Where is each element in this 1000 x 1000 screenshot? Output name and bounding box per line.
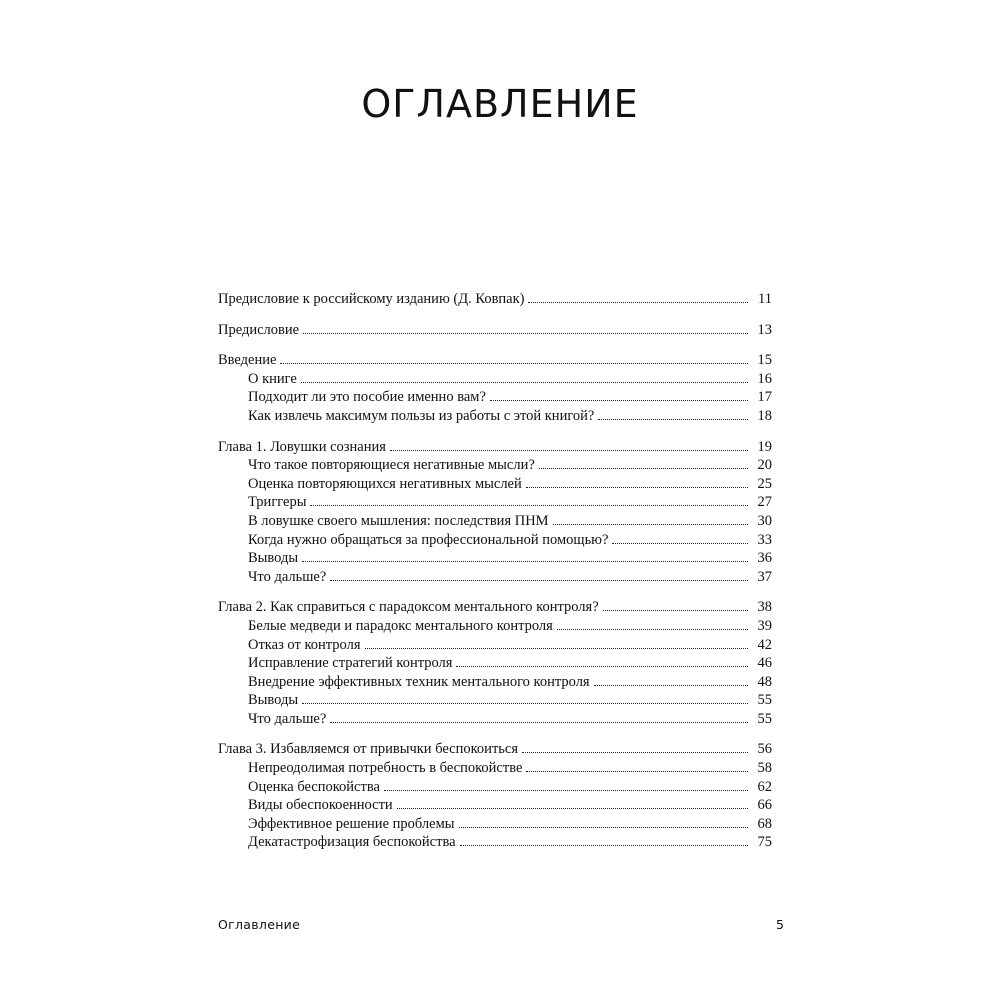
toc-subentry <box>218 407 772 426</box>
dot-leader <box>594 685 748 686</box>
toc-entry-label: Что дальше? <box>248 568 327 585</box>
toc-entry-page: 20 <box>757 457 772 474</box>
toc-entry-page: 58 <box>757 760 772 777</box>
toc-entry-label: Выводы <box>248 692 299 709</box>
toc-entry-page: 75 <box>757 834 772 851</box>
toc-entry-page: 36 <box>757 550 772 567</box>
toc-subentry <box>218 456 772 475</box>
toc-entry-label: Выводы <box>248 550 299 567</box>
dot-leader <box>390 450 748 451</box>
toc-entry-page: 13 <box>757 321 772 338</box>
dot-leader <box>557 629 748 630</box>
toc-entry-label: В ловушке своего мышления: последствия ПНМ <box>248 512 549 529</box>
table-of-contents <box>218 290 772 864</box>
toc-entry-label: Глава 2. Как справиться с парадоксом ментального контроля? <box>218 599 599 616</box>
toc-subentry <box>218 833 772 852</box>
dot-leader <box>365 648 749 649</box>
toc-entry <box>218 740 772 759</box>
dot-leader <box>302 703 748 704</box>
dot-leader <box>460 845 748 846</box>
toc-entry-label: Предисловие к российскому изданию (Д. Ковпак) <box>218 291 525 307</box>
toc-entry-page: 55 <box>757 710 772 727</box>
toc-subentry <box>218 759 772 778</box>
dot-leader <box>280 363 748 364</box>
toc-entry-page: 11 <box>758 291 772 307</box>
toc-entry-label: Что такое повторяющиеся негативные мысли? <box>248 457 535 474</box>
dot-leader <box>302 561 748 562</box>
toc-entry-page: 39 <box>757 617 772 634</box>
dot-leader <box>553 524 748 525</box>
toc-entry-label: Что дальше? <box>248 710 327 727</box>
toc-group <box>218 290 772 309</box>
dot-leader <box>526 487 748 488</box>
toc-entry-label: Подходит ли это пособие именно вам? <box>248 389 486 406</box>
toc-entry-page: 18 <box>757 407 772 424</box>
toc-subentry <box>218 568 772 587</box>
toc-subentry <box>218 475 772 494</box>
toc-entry-label: Введение <box>218 352 277 369</box>
toc-subentry <box>218 710 772 729</box>
dot-leader <box>522 752 748 753</box>
toc-entry <box>218 321 772 340</box>
dot-leader <box>526 771 748 772</box>
toc-group <box>218 598 772 728</box>
toc-subentry <box>218 617 772 636</box>
toc-entry-page: 37 <box>757 568 772 585</box>
toc-subentry <box>218 778 772 797</box>
toc-subentry <box>218 493 772 512</box>
toc-entry-label: Предисловие <box>218 321 300 338</box>
toc-entry <box>218 598 772 617</box>
toc-entry <box>218 290 772 309</box>
toc-entry-label: Декатастрофизация беспокойства <box>248 834 456 851</box>
dot-leader <box>303 333 748 334</box>
toc-subentry <box>218 654 772 673</box>
toc-entry-page: 46 <box>757 655 772 672</box>
dot-leader <box>384 790 748 791</box>
toc-subentry <box>218 815 772 834</box>
toc-entry-page: 48 <box>757 673 772 690</box>
footer-page-number: 5 <box>776 917 784 932</box>
toc-entry <box>218 351 772 370</box>
toc-entry-label: Когда нужно обращаться за профессиональной помощью? <box>248 531 609 548</box>
dot-leader <box>490 400 748 401</box>
page-title: ОГЛАВЛЕНИЕ <box>361 82 639 126</box>
toc-entry-label: Непреодолимая потребность в беспокойстве <box>248 760 523 777</box>
toc-entry-page: 30 <box>757 512 772 529</box>
dot-leader <box>397 808 748 809</box>
toc-entry-label: Отказ от контроля <box>248 636 361 653</box>
toc-subentry <box>218 636 772 655</box>
toc-entry-page: 38 <box>757 599 772 616</box>
toc-entry-label: Оценка повторяющихся негативных мыслей <box>248 475 522 492</box>
toc-entry-page: 16 <box>757 370 772 387</box>
dot-leader <box>598 419 748 420</box>
toc-entry-label: Исправление стратегий контроля <box>248 655 453 672</box>
toc-entry-label: Глава 3. Избавляемся от привычки беспокоиться <box>218 741 518 758</box>
toc-entry-page: 66 <box>757 797 772 814</box>
toc-subentry <box>218 512 772 531</box>
toc-group <box>218 438 772 587</box>
toc-entry-page: 25 <box>757 475 772 492</box>
dot-leader <box>539 468 748 469</box>
dot-leader <box>310 505 748 506</box>
toc-entry-page: 33 <box>757 531 772 548</box>
dot-leader <box>603 610 748 611</box>
toc-subentry <box>218 388 772 407</box>
toc-entry-label: Виды обеспокоенности <box>248 797 393 814</box>
toc-entry-label: Триггеры <box>248 494 307 511</box>
toc-subentry <box>218 691 772 710</box>
toc-entry-page: 56 <box>757 741 772 758</box>
toc-group <box>218 740 772 852</box>
toc-subentry <box>218 531 772 550</box>
toc-subentry <box>218 549 772 568</box>
toc-entry <box>218 438 772 457</box>
toc-entry-page: 17 <box>757 389 772 406</box>
dot-leader <box>456 666 748 667</box>
toc-entry-page: 27 <box>757 494 772 511</box>
toc-subentry <box>218 796 772 815</box>
toc-entry-label: Белые медведи и парадокс ментального контроля <box>248 617 553 634</box>
toc-entry-label: Оценка беспокойства <box>248 778 380 795</box>
toc-entry-page: 55 <box>757 692 772 709</box>
toc-entry-page: 62 <box>757 778 772 795</box>
toc-subentry <box>218 370 772 389</box>
dot-leader <box>612 543 748 544</box>
toc-entry-page: 15 <box>757 352 772 369</box>
dot-leader <box>330 722 748 723</box>
toc-entry-page: 42 <box>757 636 772 653</box>
toc-entry-label: Внедрение эффективных техник ментального контроля <box>248 673 590 690</box>
toc-subentry <box>218 673 772 692</box>
dot-leader <box>330 580 748 581</box>
toc-entry-label: О книге <box>248 370 297 387</box>
toc-entry-label: Как извлечь максимум пользы из работы с этой книгой? <box>248 407 595 424</box>
dot-leader <box>459 827 749 828</box>
toc-group <box>218 321 772 340</box>
toc-group <box>218 351 772 425</box>
toc-entry-page: 19 <box>757 438 772 455</box>
dot-leader <box>528 302 748 303</box>
dot-leader <box>301 382 748 383</box>
running-footer-title: Оглавление <box>218 917 301 932</box>
toc-entry-page: 68 <box>757 815 772 832</box>
toc-entry-label: Глава 1. Ловушки сознания <box>218 438 386 455</box>
toc-entry-label: Эффективное решение проблемы <box>248 815 455 832</box>
